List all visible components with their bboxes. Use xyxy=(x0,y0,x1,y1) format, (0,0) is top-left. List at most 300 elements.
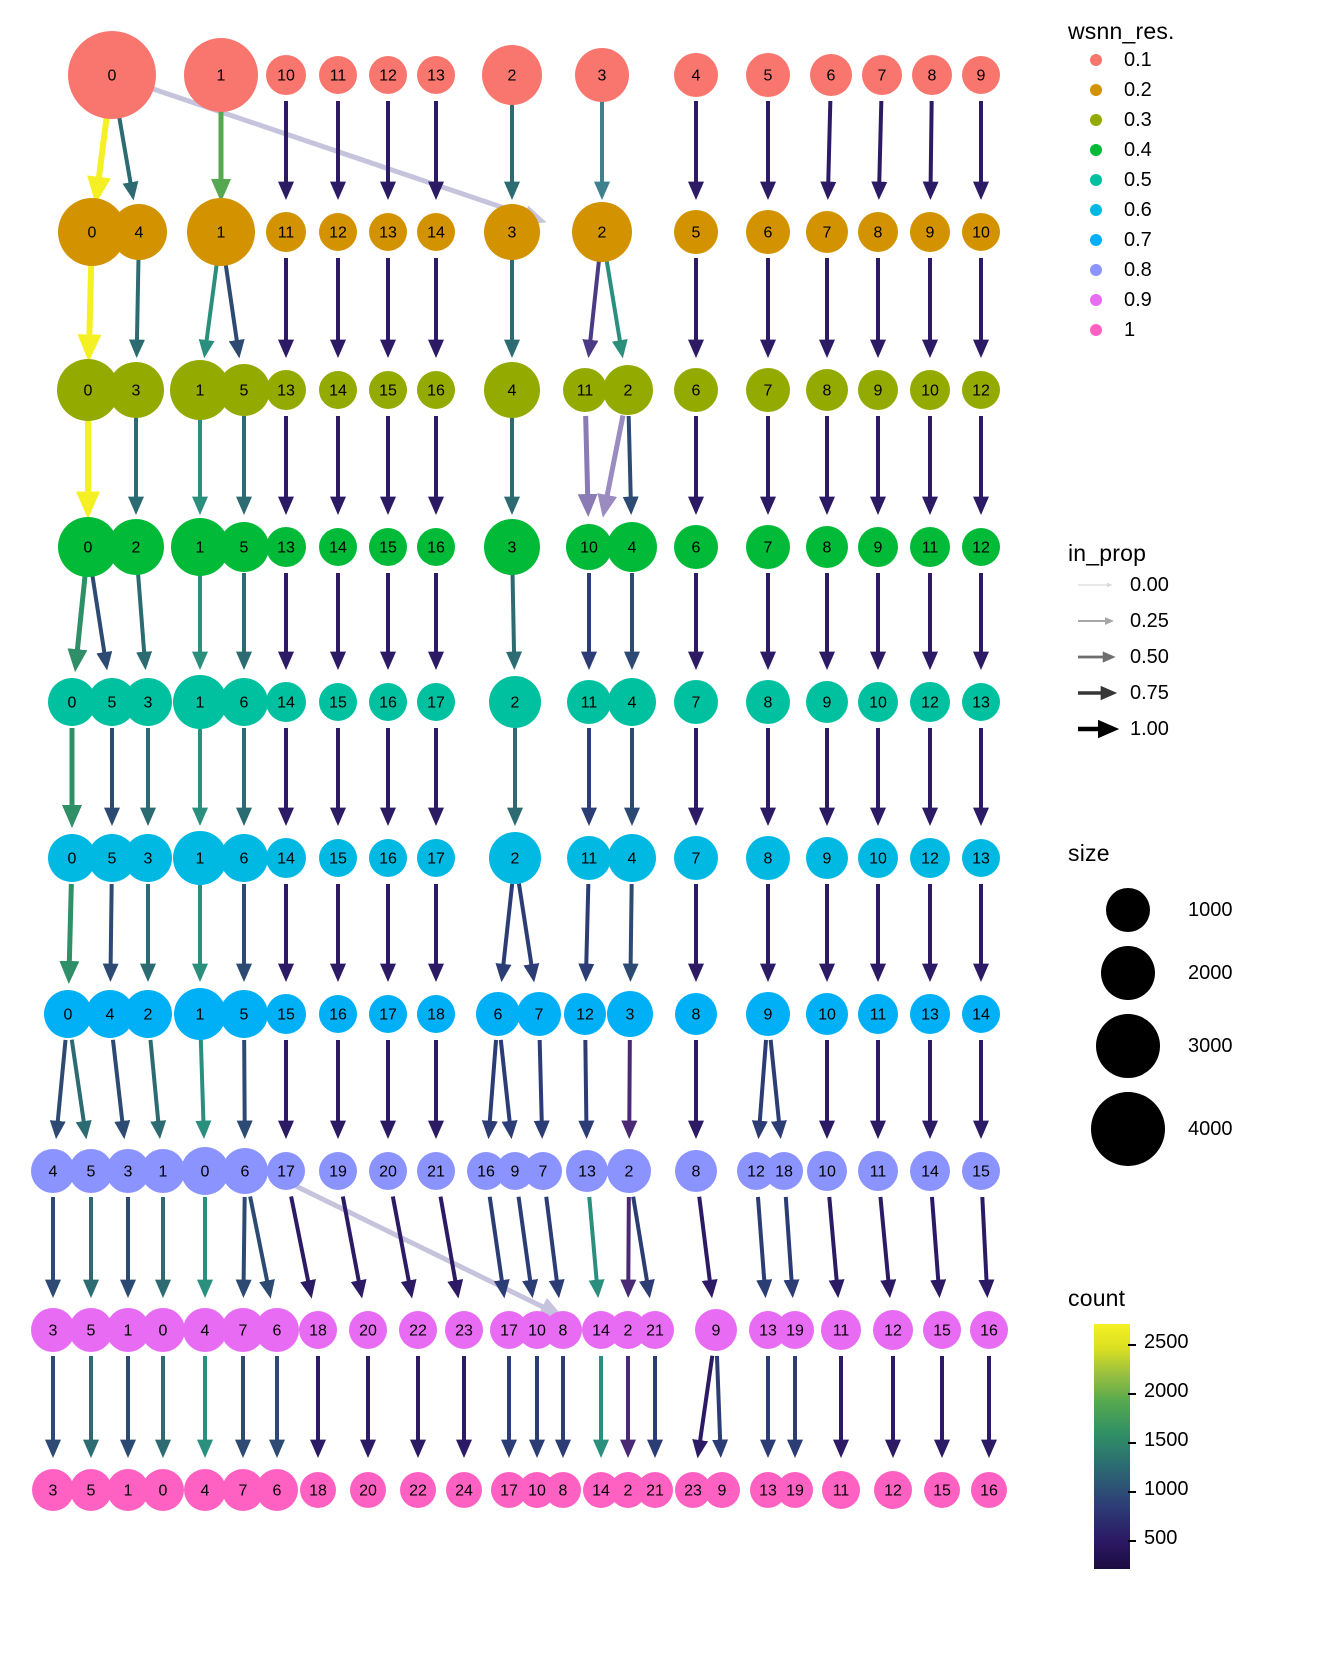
cluster-node[interactable] xyxy=(32,1469,74,1511)
cluster-node[interactable] xyxy=(962,56,1000,94)
cluster-node[interactable] xyxy=(806,526,848,568)
tree-edge xyxy=(138,573,145,662)
cluster-node-label: 14 xyxy=(277,850,295,868)
legend-count xyxy=(1068,1285,1189,1569)
cluster-node[interactable] xyxy=(517,992,561,1036)
legend-size-title: size xyxy=(1068,840,1110,866)
cluster-node[interactable] xyxy=(746,210,790,254)
cluster-node[interactable] xyxy=(607,522,657,572)
cluster-node-label: 8 xyxy=(822,539,832,557)
colourbar-tick-mark xyxy=(1128,1344,1136,1346)
cluster-node[interactable] xyxy=(482,45,542,105)
cluster-node-label: 12 xyxy=(379,67,397,85)
cluster-node[interactable] xyxy=(746,680,790,724)
cluster-node[interactable] xyxy=(68,31,156,119)
cluster-node-label: 15 xyxy=(277,1006,295,1024)
cluster-node[interactable] xyxy=(567,680,611,724)
cluster-node-label: 13 xyxy=(427,67,445,85)
cluster-node[interactable] xyxy=(266,212,306,252)
legend-resolution-item xyxy=(1068,135,1175,165)
cluster-node[interactable] xyxy=(962,683,1000,721)
resolution-dot-icon xyxy=(1090,174,1102,186)
cluster-node-label: 10 xyxy=(869,850,887,868)
cluster-node[interactable] xyxy=(484,362,540,418)
cluster-node[interactable] xyxy=(111,204,167,260)
cluster-node[interactable] xyxy=(70,1469,112,1511)
cluster-node-label: 9 xyxy=(873,539,883,557)
arrow-icon xyxy=(1068,610,1130,632)
cluster-node[interactable] xyxy=(777,1472,813,1508)
cluster-node-label: 2 xyxy=(507,67,517,85)
cluster-node-label: 1 xyxy=(195,539,205,557)
cluster-node[interactable] xyxy=(300,1472,336,1508)
cluster-node[interactable] xyxy=(971,1472,1007,1508)
legend-in-prop-item xyxy=(1068,711,1169,747)
cluster-node-label: 21 xyxy=(646,1322,664,1340)
cluster-node-label: 11 xyxy=(869,1163,887,1181)
cluster-node[interactable] xyxy=(141,1149,185,1193)
cluster-node[interactable] xyxy=(575,48,629,102)
cluster-node-label: 16 xyxy=(329,1006,347,1024)
tree-edge xyxy=(441,1197,458,1291)
cluster-node[interactable] xyxy=(183,1308,227,1352)
cluster-node-label: 8 xyxy=(763,850,773,868)
cluster-node-label: 12 xyxy=(884,1322,902,1340)
tree-edge xyxy=(137,258,139,350)
cluster-node-label: 1 xyxy=(195,1006,205,1024)
cluster-node[interactable] xyxy=(810,54,852,96)
cluster-node[interactable] xyxy=(822,1471,860,1509)
cluster-node[interactable] xyxy=(476,992,520,1036)
tree-edge xyxy=(628,1197,629,1290)
cluster-node[interactable] xyxy=(400,1472,436,1508)
cluster-node-label: 15 xyxy=(933,1482,951,1500)
cluster-node[interactable] xyxy=(674,680,718,724)
cluster-node[interactable] xyxy=(299,1311,337,1349)
cluster-node[interactable] xyxy=(222,1148,268,1194)
cluster-node-label: 16 xyxy=(427,539,445,557)
cluster-node-label: 0 xyxy=(63,1006,73,1024)
cluster-node-label: 18 xyxy=(775,1163,793,1181)
cluster-node[interactable] xyxy=(858,994,898,1034)
cluster-node[interactable] xyxy=(806,837,848,879)
tree-edge xyxy=(699,1356,713,1451)
cluster-node[interactable] xyxy=(417,213,455,251)
legend-resolution-label: 0.9 xyxy=(1124,288,1152,311)
cluster-node[interactable] xyxy=(636,1311,674,1349)
cluster-node[interactable] xyxy=(319,995,357,1033)
cluster-node-label: 8 xyxy=(763,694,773,712)
cluster-node[interactable] xyxy=(484,519,540,575)
tree-edge xyxy=(92,573,106,663)
cluster-node[interactable] xyxy=(674,368,718,412)
cluster-node[interactable] xyxy=(970,1311,1008,1349)
legend-size-rows xyxy=(1068,881,1233,1173)
cluster-node-label: 6 xyxy=(691,382,701,400)
cluster-node[interactable] xyxy=(266,55,306,95)
cluster-node[interactable] xyxy=(746,525,790,569)
cluster-node[interactable] xyxy=(319,528,357,566)
cluster-node[interactable] xyxy=(173,831,227,885)
cluster-node-label: 3 xyxy=(625,1006,635,1024)
cluster-node-label: 22 xyxy=(409,1322,427,1340)
cluster-node[interactable] xyxy=(821,1310,861,1350)
cluster-node[interactable] xyxy=(704,1472,740,1508)
cluster-node[interactable] xyxy=(962,213,1000,251)
cluster-node[interactable] xyxy=(319,683,357,721)
cluster-node[interactable] xyxy=(858,1151,898,1191)
cluster-node-label: 1 xyxy=(216,67,226,85)
cluster-node-label: 4 xyxy=(627,539,637,557)
cluster-node[interactable] xyxy=(910,370,950,410)
cluster-node[interactable] xyxy=(572,202,632,262)
cluster-node[interactable] xyxy=(806,993,848,1035)
cluster-node[interactable] xyxy=(266,682,306,722)
cluster-node[interactable] xyxy=(858,212,898,252)
tree-row xyxy=(48,675,1000,729)
cluster-node[interactable] xyxy=(607,991,653,1037)
cluster-node[interactable] xyxy=(319,56,357,94)
tree-edge xyxy=(513,573,515,662)
cluster-node[interactable] xyxy=(124,834,172,882)
cluster-node[interactable] xyxy=(255,1308,299,1352)
cluster-node[interactable] xyxy=(874,1471,912,1509)
tree-edge xyxy=(828,101,830,192)
cluster-node-label: 6 xyxy=(272,1482,282,1500)
cluster-node[interactable] xyxy=(962,528,1000,566)
cluster-node-label: 2 xyxy=(623,382,633,400)
cluster-node-label: 3 xyxy=(48,1322,58,1340)
cluster-node-label: 6 xyxy=(763,224,773,242)
cluster-node[interactable] xyxy=(44,990,92,1038)
cluster-node-label: 15 xyxy=(329,850,347,868)
cluster-node[interactable] xyxy=(417,683,455,721)
cluster-node[interactable] xyxy=(369,213,407,251)
cluster-node[interactable] xyxy=(218,364,270,416)
cluster-node-label: 21 xyxy=(646,1482,664,1500)
cluster-node[interactable] xyxy=(674,836,718,880)
cluster-node[interactable] xyxy=(962,371,1000,409)
cluster-node[interactable] xyxy=(962,1152,1000,1190)
cluster-node[interactable] xyxy=(674,210,718,254)
cluster-node[interactable] xyxy=(124,678,172,726)
cluster-node-label: 2 xyxy=(510,850,520,868)
legend-resolution-label: 0.7 xyxy=(1124,228,1152,251)
colourbar-gradient xyxy=(1094,1324,1130,1569)
cluster-node[interactable] xyxy=(417,371,455,409)
cluster-node[interactable] xyxy=(746,53,790,97)
cluster-node[interactable] xyxy=(319,213,357,251)
tree-edge xyxy=(982,1197,987,1290)
cluster-node-label: 3 xyxy=(143,694,153,712)
cluster-node-label: 19 xyxy=(786,1322,804,1340)
cluster-node[interactable] xyxy=(445,1311,483,1349)
tree-edge xyxy=(546,1197,558,1291)
cluster-node[interactable] xyxy=(219,522,269,572)
cluster-node[interactable] xyxy=(608,678,656,726)
cluster-node[interactable] xyxy=(910,527,950,567)
size-circle-icon xyxy=(1068,1014,1188,1078)
cluster-node-label: 14 xyxy=(592,1322,610,1340)
cluster-node-label: 4 xyxy=(200,1322,210,1340)
cluster-node[interactable] xyxy=(544,1311,582,1349)
cluster-node[interactable] xyxy=(923,1311,961,1349)
cluster-node[interactable] xyxy=(220,990,268,1038)
tree-edge xyxy=(586,884,588,974)
colourbar-tick-mark xyxy=(1128,1491,1136,1493)
cluster-node[interactable] xyxy=(566,524,612,570)
cluster-node-label: 11 xyxy=(832,1322,850,1340)
cluster-node-label: 7 xyxy=(763,539,773,557)
tree-edge xyxy=(631,884,632,974)
cluster-node[interactable] xyxy=(369,528,407,566)
tree-edge xyxy=(589,1197,597,1290)
cluster-node[interactable] xyxy=(484,204,540,260)
cluster-node[interactable] xyxy=(607,1149,651,1193)
cluster-node-label: 13 xyxy=(277,382,295,400)
cluster-node[interactable] xyxy=(266,527,306,567)
colourbar-tick-label: 2500 xyxy=(1144,1330,1189,1353)
cluster-node-label: 4 xyxy=(134,224,144,242)
cluster-node[interactable] xyxy=(141,1308,185,1352)
cluster-node[interactable] xyxy=(962,839,1000,877)
cluster-node-label: 7 xyxy=(691,694,701,712)
cluster-node[interactable] xyxy=(765,1152,803,1190)
tree-edge xyxy=(288,1182,554,1312)
cluster-node[interactable] xyxy=(369,56,407,94)
cluster-node[interactable] xyxy=(806,681,848,723)
cluster-node[interactable] xyxy=(266,994,306,1034)
cluster-node-label: 1 xyxy=(123,1482,133,1500)
cluster-node[interactable] xyxy=(446,1472,482,1508)
cluster-node-label: 7 xyxy=(822,224,832,242)
cluster-node[interactable] xyxy=(369,839,407,877)
cluster-node[interactable] xyxy=(174,988,226,1040)
cluster-node[interactable] xyxy=(746,836,790,880)
cluster-node[interactable] xyxy=(369,683,407,721)
colourbar-tick-label: 500 xyxy=(1144,1526,1178,1549)
cluster-node[interactable] xyxy=(858,838,898,878)
cluster-node[interactable] xyxy=(108,519,164,575)
cluster-node[interactable] xyxy=(567,836,611,880)
cluster-node[interactable] xyxy=(910,994,950,1034)
legend-resolution-label: 0.1 xyxy=(1124,48,1152,71)
cluster-node[interactable] xyxy=(184,38,258,112)
cluster-node-label: 4 xyxy=(507,382,517,400)
cluster-node[interactable] xyxy=(603,365,653,415)
cluster-node[interactable] xyxy=(674,53,718,97)
cluster-node[interactable] xyxy=(220,678,268,726)
cluster-node[interactable] xyxy=(608,834,656,882)
cluster-node-label: 11 xyxy=(580,694,598,712)
cluster-node-label: 0 xyxy=(83,539,93,557)
legend-colour-dot xyxy=(1068,264,1124,276)
cluster-node[interactable] xyxy=(349,1311,387,1349)
cluster-node-label: 10 xyxy=(921,382,939,400)
cluster-node-label: 15 xyxy=(933,1322,951,1340)
cluster-node[interactable] xyxy=(563,368,607,412)
cluster-node[interactable] xyxy=(858,370,898,410)
tree-edge xyxy=(150,1040,159,1131)
cluster-node[interactable] xyxy=(181,1147,229,1195)
cluster-node-label: 0 xyxy=(83,382,93,400)
cluster-node-label: 10 xyxy=(528,1482,546,1500)
cluster-node[interactable] xyxy=(807,1151,847,1191)
cluster-node-label: 13 xyxy=(578,1163,596,1181)
cluster-node[interactable] xyxy=(912,55,952,95)
tree-edge xyxy=(502,884,512,974)
cluster-node-label: 7 xyxy=(238,1322,248,1340)
cluster-node[interactable] xyxy=(142,1469,184,1511)
tree-edge xyxy=(501,1040,511,1131)
tree-edge xyxy=(771,1040,780,1131)
cluster-node[interactable] xyxy=(873,1310,913,1350)
cluster-node-label: 12 xyxy=(329,224,347,242)
cluster-node-label: 15 xyxy=(329,694,347,712)
cluster-node-label: 7 xyxy=(877,67,887,85)
cluster-node-label: 3 xyxy=(48,1482,58,1500)
cluster-node-label: 19 xyxy=(786,1482,804,1500)
tree-edge xyxy=(519,884,533,975)
legend-count-title: count xyxy=(1068,1285,1126,1311)
cluster-node[interactable] xyxy=(108,362,164,418)
cluster-node[interactable] xyxy=(399,1311,437,1349)
cluster-node[interactable] xyxy=(417,1152,455,1190)
cluster-node[interactable] xyxy=(124,990,172,1038)
cluster-node-label: 13 xyxy=(759,1482,777,1500)
cluster-node[interactable] xyxy=(674,525,718,569)
cluster-node[interactable] xyxy=(806,369,848,411)
cluster-node-label: 17 xyxy=(277,1163,295,1181)
cluster-node-label: 13 xyxy=(379,224,397,242)
cluster-node[interactable] xyxy=(369,995,407,1033)
cluster-node-label: 12 xyxy=(921,850,939,868)
cluster-node-label: 19 xyxy=(329,1163,347,1181)
cluster-node[interactable] xyxy=(31,1149,75,1193)
tree-edge xyxy=(879,101,881,192)
cluster-node[interactable] xyxy=(637,1472,673,1508)
cluster-node[interactable] xyxy=(369,1152,407,1190)
cluster-node[interactable] xyxy=(267,1152,305,1190)
cluster-node-label: 2 xyxy=(131,539,141,557)
tree-edge xyxy=(758,1197,765,1290)
cluster-node-label: 8 xyxy=(927,67,937,85)
cluster-node[interactable] xyxy=(256,1469,298,1511)
cluster-node-label: 16 xyxy=(477,1163,495,1181)
cluster-node[interactable] xyxy=(489,676,541,728)
cluster-node[interactable] xyxy=(319,1152,357,1190)
cluster-node[interactable] xyxy=(31,1308,75,1352)
cluster-node[interactable] xyxy=(675,993,717,1035)
tree-edge xyxy=(880,1197,889,1290)
cluster-node[interactable] xyxy=(220,834,268,882)
cluster-node-label: 4 xyxy=(105,1006,115,1024)
cluster-node[interactable] xyxy=(564,993,606,1035)
cluster-node[interactable] xyxy=(489,832,541,884)
cluster-node[interactable] xyxy=(910,838,950,878)
cluster-node-label: 3 xyxy=(131,382,141,400)
colourbar-tick-mark xyxy=(1128,1393,1136,1395)
legend-resolution-item xyxy=(1068,165,1175,195)
cluster-node[interactable] xyxy=(776,1311,814,1349)
cluster-node[interactable] xyxy=(417,56,455,94)
cluster-node[interactable] xyxy=(524,1152,562,1190)
cluster-node[interactable] xyxy=(545,1472,581,1508)
tree-edge xyxy=(629,416,631,507)
tree-edge xyxy=(250,1196,269,1290)
legend-size-label: 3000 xyxy=(1188,1034,1233,1057)
cluster-node-label: 16 xyxy=(980,1482,998,1500)
cluster-node[interactable] xyxy=(187,198,255,266)
cluster-node[interactable] xyxy=(924,1472,960,1508)
cluster-node[interactable] xyxy=(417,528,455,566)
cluster-node[interactable] xyxy=(266,370,306,410)
legend-colour-dot xyxy=(1068,144,1124,156)
cluster-node[interactable] xyxy=(862,55,902,95)
cluster-node[interactable] xyxy=(184,1469,226,1511)
cluster-node-label: 6 xyxy=(240,1163,250,1181)
cluster-node-label: 20 xyxy=(359,1322,377,1340)
cluster-node[interactable] xyxy=(910,682,950,722)
legend-colour-dot xyxy=(1068,234,1124,246)
cluster-node[interactable] xyxy=(806,211,848,253)
cluster-node[interactable] xyxy=(962,995,1000,1033)
legend-resolution-label: 0.8 xyxy=(1124,258,1152,281)
cluster-node-label: 13 xyxy=(277,539,295,557)
cluster-node-label: 2 xyxy=(624,1163,634,1181)
cluster-node[interactable] xyxy=(173,675,227,729)
legend-in-prop-item xyxy=(1068,603,1169,639)
cluster-node[interactable] xyxy=(566,1150,608,1192)
cluster-node[interactable] xyxy=(910,212,950,252)
edges-layer xyxy=(53,83,989,1450)
legend-resolution-item xyxy=(1068,195,1175,225)
tree-edge xyxy=(932,1197,939,1290)
cluster-node[interactable] xyxy=(319,839,357,877)
cluster-node[interactable] xyxy=(369,371,407,409)
cluster-node[interactable] xyxy=(266,838,306,878)
cluster-node[interactable] xyxy=(746,992,790,1036)
cluster-node[interactable] xyxy=(910,1151,950,1191)
cluster-node-label: 9 xyxy=(510,1163,520,1181)
cluster-node[interactable] xyxy=(319,371,357,409)
tree-edge xyxy=(89,258,91,350)
cluster-node[interactable] xyxy=(858,682,898,722)
cluster-node[interactable] xyxy=(695,1309,737,1351)
cluster-node[interactable] xyxy=(417,995,455,1033)
cluster-node[interactable] xyxy=(858,527,898,567)
legend-size xyxy=(1068,840,1233,1173)
cluster-node-label: 22 xyxy=(409,1482,427,1500)
tree-edge xyxy=(699,1197,711,1291)
tree-edge xyxy=(489,1040,496,1131)
cluster-node-label: 6 xyxy=(239,850,249,868)
cluster-node-label: 1 xyxy=(158,1163,168,1181)
legend-resolution-item xyxy=(1068,45,1175,75)
cluster-node[interactable] xyxy=(746,368,790,412)
cluster-node-label: 18 xyxy=(309,1482,327,1500)
legend-colour-dot xyxy=(1068,54,1124,66)
tree-row xyxy=(58,517,1000,577)
cluster-node[interactable] xyxy=(675,1150,717,1192)
cluster-node[interactable] xyxy=(350,1472,386,1508)
resolution-dot-icon xyxy=(1090,264,1102,276)
cluster-node-label: 15 xyxy=(972,1163,990,1181)
tree-edge xyxy=(291,1196,310,1290)
size-circle-icon xyxy=(1068,888,1188,932)
cluster-node[interactable] xyxy=(417,839,455,877)
cluster-node-label: 8 xyxy=(822,382,832,400)
